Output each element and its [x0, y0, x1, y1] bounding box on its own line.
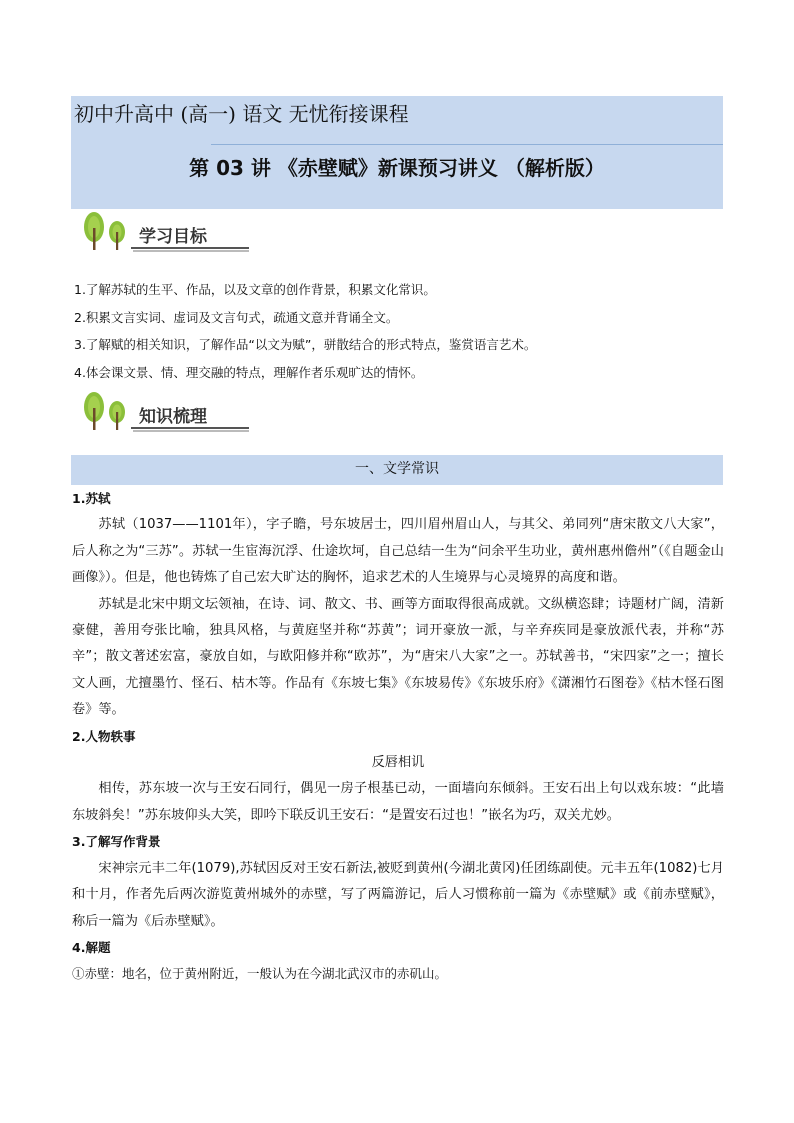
- section-heading: 一、文学常识: [71, 455, 723, 485]
- tree-icon: [79, 390, 135, 434]
- subsection-title: 1.苏轼: [72, 491, 111, 506]
- badge-underline: [131, 427, 249, 429]
- subsection-title: 3.了解写作背景: [72, 834, 161, 850]
- course-title: 初中升高中 (高一) 语文 无忧衔接课程: [74, 102, 409, 126]
- paragraph: 苏轼（1037——1101年），字子瞻，号东坡居士，四川眉州眉山人，与其父、弟同列“唐宋散文八大家”，后人称之为“三苏”。苏轼一生宦海沉浮、仕途坎坷，自己总结一生为“问余平生功业，黄州惠州儋州”（《自题金山画像》）。但是，他也铸炼了自己宏大旷达的胸怀，追求艺术的人生境界与心灵境界的高度和谐。: [72, 517, 724, 586]
- paragraph: ①赤壁：地名，位于黄州附近，一般认为在今湖北武汉市的赤矶山。: [72, 966, 448, 982]
- goal-item: 2.积累文言实词、虚词及文言句式，疏通文意并背诵全文。: [74, 309, 399, 325]
- knowledge-content: [72, 486, 724, 988]
- goals-label: 学习目标: [139, 227, 207, 247]
- tree-icon: [79, 210, 135, 254]
- header-divider: [211, 144, 723, 145]
- lesson-title: 第 03 讲 《赤壁赋》新课预习讲义 （解析版）: [189, 156, 605, 180]
- paragraph: 相传，苏东坡一次与王安石同行，偶见一房子根基已动，一面墙向东倾斜。王安石出上句以戏东坡：“此墙东坡斜矣！”苏东坡仰头大笑，即吟下联反讥王安石：“是置安石过也！”嵌名为巧，双关尤妙。: [72, 781, 724, 823]
- goals-list: [74, 276, 724, 386]
- story-title: 反唇相讥: [371, 755, 425, 771]
- paragraph: 苏轼是北宋中期文坛领袖，在诗、词、散文、书、画等方面取得很高成就。文纵横恣肆；诗题材广阔，清新豪健，善用夸张比喻，独具风格，与黄庭坚并称“苏黄”；词开豪放一派，与辛弃疾同是豪放派代表，并称“苏辛”；散文著述宏富，豪放自如，与欧阳修并称“欧苏”，为“唐宋八大家”之一。苏轼善书，“宋四家”之一；擅长文人画，尤擅墨竹、怪石、枯木等。作品有《东坡七集》《东坡易传》《东坡乐府》《潇湘竹石图卷》《枯木怪石图卷》等。: [72, 596, 724, 718]
- section-badge-goals: [79, 210, 249, 254]
- knowledge-label: 知识梳理: [139, 407, 207, 427]
- section-badge-knowledge: [79, 390, 249, 434]
- subsection-title: 4.解题: [72, 939, 111, 955]
- goal-item: 4.体会课文景、情、理交融的特点，理解作者乐观旷达的情怀。: [74, 364, 424, 380]
- subsection-title: 2.人物轶事: [72, 728, 136, 744]
- badge-underline-shadow: [133, 250, 249, 252]
- badge-underline-shadow: [133, 430, 249, 432]
- goal-item: 3.了解赋的相关知识，了解作品“以文为赋”，骈散结合的形式特点，鉴赏语言艺术。: [74, 337, 537, 352]
- badge-underline: [131, 247, 249, 249]
- paragraph: 宋神宗元丰二年(1079),苏轼因反对王安石新法,被贬到黄州(今湖北黄冈)任团练副使。元丰五年(1082)七月和十月，作者先后两次游览黄州城外的赤壁，写了两篇游记，后人习惯称前一篇为《赤壁赋》或《前赤壁赋》，称后一篇为《后赤壁赋》。: [72, 860, 724, 929]
- goal-item: 1.了解苏轼的生平、作品，以及文章的创作背景，积累文化常识。: [74, 282, 436, 297]
